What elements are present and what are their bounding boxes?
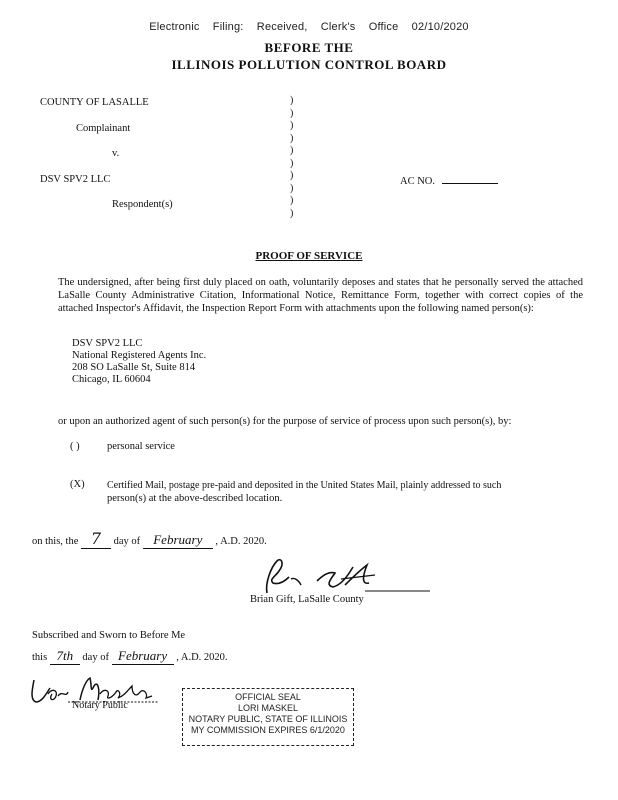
date-month: February bbox=[143, 532, 213, 549]
filing-stamp: Electronic Filing: Received, Clerk's Office 02/10/2020 bbox=[149, 21, 469, 33]
notary-label: Notary Public bbox=[72, 700, 128, 711]
affiant-signature bbox=[255, 555, 435, 597]
subscribed-suffix: , A.D. 2020. bbox=[176, 652, 228, 663]
subscribed-date-line bbox=[32, 648, 228, 665]
date-suffix: , A.D. 2020. bbox=[215, 536, 267, 547]
proof-of-service-heading: PROOF OF SERVICE bbox=[255, 250, 363, 262]
seal-line-4: MY COMMISSION EXPIRES 6/1/2020 bbox=[191, 725, 345, 735]
subscribed-month: February bbox=[112, 648, 174, 665]
personal-service-label: personal service bbox=[107, 441, 175, 452]
ac-number-label: AC NO. bbox=[400, 176, 436, 187]
seal-line-3: NOTARY PUBLIC, STATE OF ILLINOIS bbox=[188, 714, 348, 724]
certified-mail-mark: (X) bbox=[70, 479, 85, 490]
ac-number bbox=[400, 176, 498, 187]
recipient-line-2: National Registered Agents Inc. bbox=[72, 350, 207, 361]
date-day: 7 bbox=[81, 529, 111, 549]
recipient-line-1: DSV SPV2 LLC bbox=[72, 338, 143, 349]
subscribed-day: 7th bbox=[50, 648, 80, 665]
certified-mail-label bbox=[107, 479, 547, 505]
header-before-the: BEFORE THE bbox=[264, 40, 354, 55]
certified-mail-line-2: person(s) at the above-described location. bbox=[107, 493, 283, 504]
header-board-name: ILLINOIS POLLUTION CONTROL BOARD bbox=[171, 57, 447, 72]
intro-paragraph: The undersigned, after being first duly placed on oath, voluntarily deposes and states that he personally served the attached LaSalle County Administrative Citation, Informational Notice, Remittance Form, together with correct copies of the attached Inspector's Affidavit, the Inspection Report Form with attachments upon the following named person(s): bbox=[58, 277, 583, 314]
certified-mail-line-1: Certified Mail, postage pre-paid and deposited in the United States Mail, plainly addressed to such bbox=[107, 480, 502, 491]
complainant-label: Complainant bbox=[76, 123, 131, 134]
ac-number-blank bbox=[442, 183, 498, 184]
recipient-address bbox=[72, 338, 206, 386]
agent-paragraph: or upon an authorized agent of such person(s) for the purpose of service of process upon such person(s), by: bbox=[58, 416, 512, 427]
date-line bbox=[32, 529, 267, 549]
recipient-line-3: 208 SO LaSalle St, Suite 814 bbox=[72, 362, 196, 373]
recipient-line-4: Chicago, IL 60604 bbox=[72, 374, 151, 385]
subscribed-this: this bbox=[32, 652, 48, 663]
subscribed-line: Subscribed and Sworn to Before Me bbox=[32, 630, 186, 641]
official-seal bbox=[182, 688, 354, 746]
respondent-label: Respondent(s) bbox=[112, 199, 173, 210]
respondent-name: DSV SPV2 LLC bbox=[40, 174, 111, 185]
caption-parentheses: ) ) ) ) ) ) ) ) ) ) bbox=[290, 95, 294, 219]
seal-line-2: LORI MASKEL bbox=[237, 703, 299, 713]
complainant-name: COUNTY OF LASALLE bbox=[40, 97, 149, 108]
personal-service-mark: ( ) bbox=[70, 441, 80, 452]
versus-label: v. bbox=[112, 148, 120, 159]
affiant-name: Brian Gift, LaSalle County bbox=[250, 594, 364, 605]
date-prefix: on this, the bbox=[32, 536, 79, 547]
date-day-of: day of bbox=[113, 536, 141, 547]
seal-line-1: OFFICIAL SEAL bbox=[235, 692, 301, 702]
subscribed-day-of: day of bbox=[82, 652, 109, 663]
